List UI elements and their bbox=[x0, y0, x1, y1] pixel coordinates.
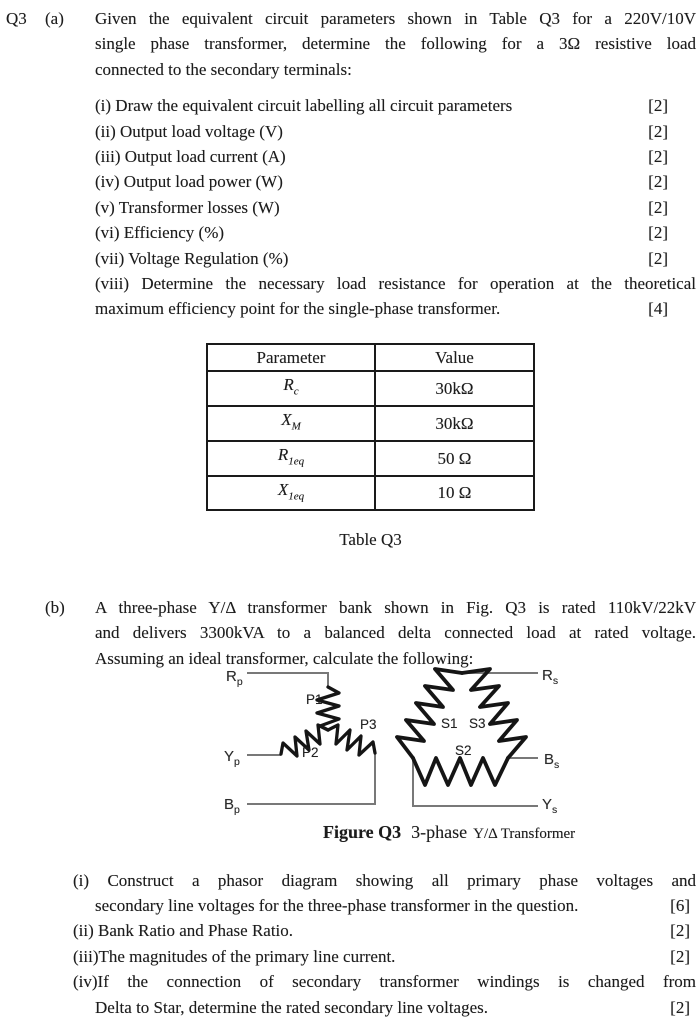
param-cell bbox=[207, 476, 375, 511]
item-text: (vi) Efficiency (%) bbox=[95, 223, 225, 243]
figure-q3 bbox=[200, 662, 696, 847]
terminal-label-yp: $Y_p$ bbox=[224, 748, 240, 769]
question-item bbox=[73, 918, 696, 943]
part-b-label: (b) bbox=[45, 597, 65, 617]
intro-line: connected to the secondary terminals: bbox=[95, 59, 352, 79]
secondary-winding-s1 bbox=[397, 669, 462, 758]
value-cell: 10 Ω bbox=[375, 476, 534, 511]
question-item bbox=[95, 220, 696, 245]
part-a-label: (a) bbox=[45, 9, 64, 28]
item-text: (iii)The magnitudes of the primary line current. bbox=[73, 946, 396, 966]
question-item bbox=[95, 93, 696, 118]
question-item bbox=[73, 969, 696, 1020]
intro-line: A three-phase Y/Δ transformer bank shown in Fig. Q3 is rated 110kV/22kV bbox=[95, 597, 696, 617]
part-a-item-list bbox=[95, 93, 696, 322]
terminal-label-bs: $B_s$ bbox=[544, 751, 560, 772]
figure-q3-diagram bbox=[200, 662, 570, 816]
parameter-table bbox=[206, 343, 535, 512]
figure-caption bbox=[323, 820, 696, 847]
marks-badge: [2] bbox=[648, 197, 668, 217]
terminal-label-bp: $B_p$ bbox=[224, 796, 240, 817]
param-symbol: $R_c$ bbox=[283, 375, 299, 398]
part-a-body bbox=[95, 6, 696, 553]
table-caption: Table Q3 bbox=[339, 530, 402, 550]
item-text: (i) Draw the equivalent circuit labelling all circuit parameters bbox=[95, 96, 513, 116]
item-text: maximum efficiency point for the single-phase transformer. bbox=[95, 299, 501, 319]
marks-badge: [2] bbox=[648, 96, 668, 116]
winding-label-p1: P1 bbox=[306, 692, 323, 708]
item-text: (iv)If the connection of secondary transformer windings is changed from bbox=[73, 972, 696, 992]
part-a bbox=[0, 6, 696, 553]
winding-label-s1: S1 bbox=[441, 716, 458, 732]
param-cell bbox=[207, 371, 375, 406]
marks-badge: [2] bbox=[648, 147, 668, 167]
secondary-winding-s3 bbox=[462, 669, 526, 758]
intro-line: single phase transformer, determine the following for a 3Ω resistive load bbox=[95, 34, 696, 54]
marks-badge: [2] bbox=[648, 121, 668, 141]
lead-line-rp bbox=[247, 673, 328, 687]
part-a-intro bbox=[95, 6, 696, 82]
item-text: Delta to Star, determine the rated secondary line voltages. bbox=[95, 997, 489, 1017]
value-cell: 30kΩ bbox=[375, 371, 534, 406]
winding-label-p2: P2 bbox=[302, 745, 319, 761]
question-item bbox=[73, 944, 696, 969]
winding-label-p3: P3 bbox=[360, 717, 377, 733]
item-text: (ii) Bank Ratio and Phase Ratio. bbox=[73, 921, 294, 941]
param-symbol: $X_M$ bbox=[281, 410, 301, 433]
table-header-row bbox=[207, 344, 534, 371]
figure-caption-text: 3-phase bbox=[411, 822, 468, 843]
secondary-winding-s2 bbox=[413, 758, 508, 785]
param-symbol: $R_{1eq}$ bbox=[277, 444, 305, 468]
part-b-item-list bbox=[73, 868, 696, 1020]
terminal-label-rs: $R_s$ bbox=[542, 667, 559, 688]
question-number: Q3 bbox=[6, 9, 27, 28]
param-cell bbox=[207, 406, 375, 441]
item-text: (v) Transformer losses (W) bbox=[95, 197, 280, 217]
item-text: (viii) Determine the necessary load resistance for operation at the theoretical bbox=[95, 274, 696, 294]
marks-badge: [6] bbox=[670, 895, 690, 915]
table-q3-block bbox=[206, 343, 535, 553]
intro-line: and delivers 3300kVA to a balanced delta connected load at rated voltage. bbox=[95, 623, 696, 643]
item-text: (vii) Voltage Regulation (%) bbox=[95, 248, 289, 268]
intro-line: Given the equivalent circuit parameters shown in Table Q3 for a 220V/10V bbox=[95, 9, 696, 28]
terminal-label-rp: $R_p$ bbox=[226, 668, 243, 689]
param-symbol: $X_{1eq}$ bbox=[277, 479, 305, 503]
question-item bbox=[95, 195, 696, 220]
figure-caption-small: Y/Δ Transformer bbox=[473, 826, 576, 843]
question-item bbox=[95, 246, 696, 271]
marks-badge: [2] bbox=[670, 921, 690, 941]
question-item bbox=[95, 144, 696, 169]
item-text: secondary line voltages for the three-phase transformer in the question. bbox=[95, 895, 579, 915]
marks-badge: [2] bbox=[648, 248, 668, 268]
param-cell bbox=[207, 441, 375, 476]
column-header: Value bbox=[375, 344, 534, 371]
item-text: (iii) Output load current (A) bbox=[95, 147, 286, 167]
terminal-label-ys: $Y_s$ bbox=[542, 796, 558, 817]
winding-label-s2: S2 bbox=[455, 743, 472, 759]
intro-line: Assuming an ideal transformer, calculate the following: bbox=[95, 648, 474, 668]
item-text: (iv) Output load power (W) bbox=[95, 172, 283, 192]
table-row bbox=[207, 371, 534, 406]
part-b-intro bbox=[95, 595, 696, 671]
column-header: Parameter bbox=[207, 344, 375, 371]
question-item bbox=[95, 271, 696, 322]
question-item bbox=[95, 169, 696, 194]
item-text: (ii) Output load voltage (V) bbox=[95, 121, 283, 141]
part-b bbox=[0, 595, 696, 1020]
value-cell: 50 Ω bbox=[375, 441, 534, 476]
marks-badge: [2] bbox=[648, 172, 668, 192]
figure-caption-label: Figure Q3 bbox=[323, 822, 402, 843]
value-cell: 30kΩ bbox=[375, 406, 534, 441]
marks-badge: [4] bbox=[648, 299, 668, 319]
winding-label-s3: S3 bbox=[469, 716, 486, 732]
marks-badge: [2] bbox=[670, 946, 690, 966]
question-item bbox=[95, 119, 696, 144]
marks-badge: [2] bbox=[670, 997, 690, 1017]
item-text: (i) Construct a phasor diagram showing all primary phase voltages and bbox=[73, 870, 696, 890]
table-row bbox=[207, 441, 534, 476]
question-item bbox=[73, 868, 696, 919]
table-row bbox=[207, 406, 534, 441]
marks-badge: [2] bbox=[648, 223, 668, 243]
lead-line-bp bbox=[247, 753, 375, 804]
part-b-body bbox=[73, 595, 696, 1020]
table-row bbox=[207, 476, 534, 511]
